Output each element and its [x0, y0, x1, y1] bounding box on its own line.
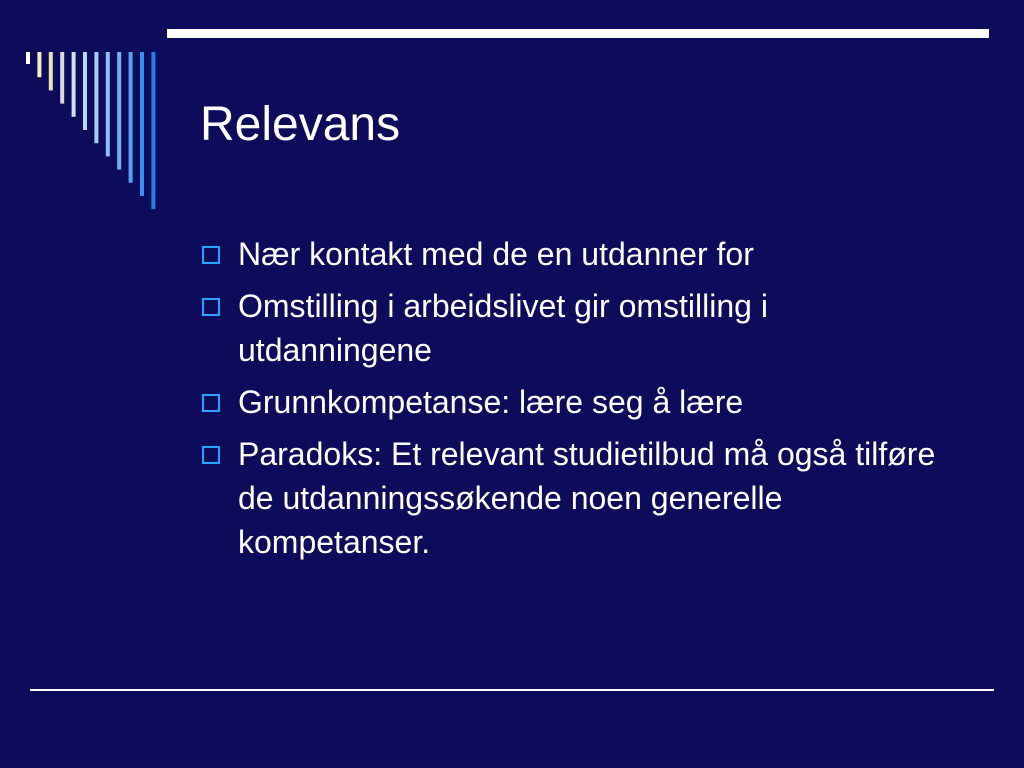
decorative-stripe: [26, 52, 30, 64]
bullet-item: [202, 432, 962, 564]
top-rule: [167, 29, 989, 38]
square-bullet-icon: [202, 394, 220, 412]
decorative-stripe: [129, 52, 133, 183]
bullet-text: Omstilling i arbeidslivet gir omstilling i utdanningene: [238, 288, 768, 368]
decorative-stripe: [72, 52, 76, 117]
bottom-rule: [30, 689, 994, 691]
decorative-stripe: [49, 52, 53, 90]
slide-title: Relevans: [200, 98, 401, 151]
decorative-stripe: [151, 52, 155, 209]
decorative-stripe: [117, 52, 121, 170]
decorative-stripe: [94, 52, 98, 143]
decorative-stripe: [37, 52, 41, 77]
decorative-stripes: [0, 0, 170, 210]
decorative-stripe: [140, 52, 144, 196]
bullet-item: [202, 284, 962, 372]
bullet-item: [202, 380, 962, 424]
decorative-stripe: [60, 52, 64, 104]
bullet-item: [202, 232, 962, 276]
bullet-text: Grunnkompetanse: lære seg å lære: [238, 384, 744, 420]
bullet-list: [202, 232, 962, 572]
decorative-stripe: [83, 52, 87, 130]
bullet-text: Nær kontakt med de en utdanner for: [238, 236, 754, 272]
decorative-stripe: [106, 52, 110, 156]
bullet-text: Paradoks: Et relevant studietilbud må også tilføre de utdanningssøkende noen generelle kompetanser.: [238, 436, 936, 560]
square-bullet-icon: [202, 298, 220, 316]
square-bullet-icon: [202, 446, 220, 464]
square-bullet-icon: [202, 246, 220, 264]
